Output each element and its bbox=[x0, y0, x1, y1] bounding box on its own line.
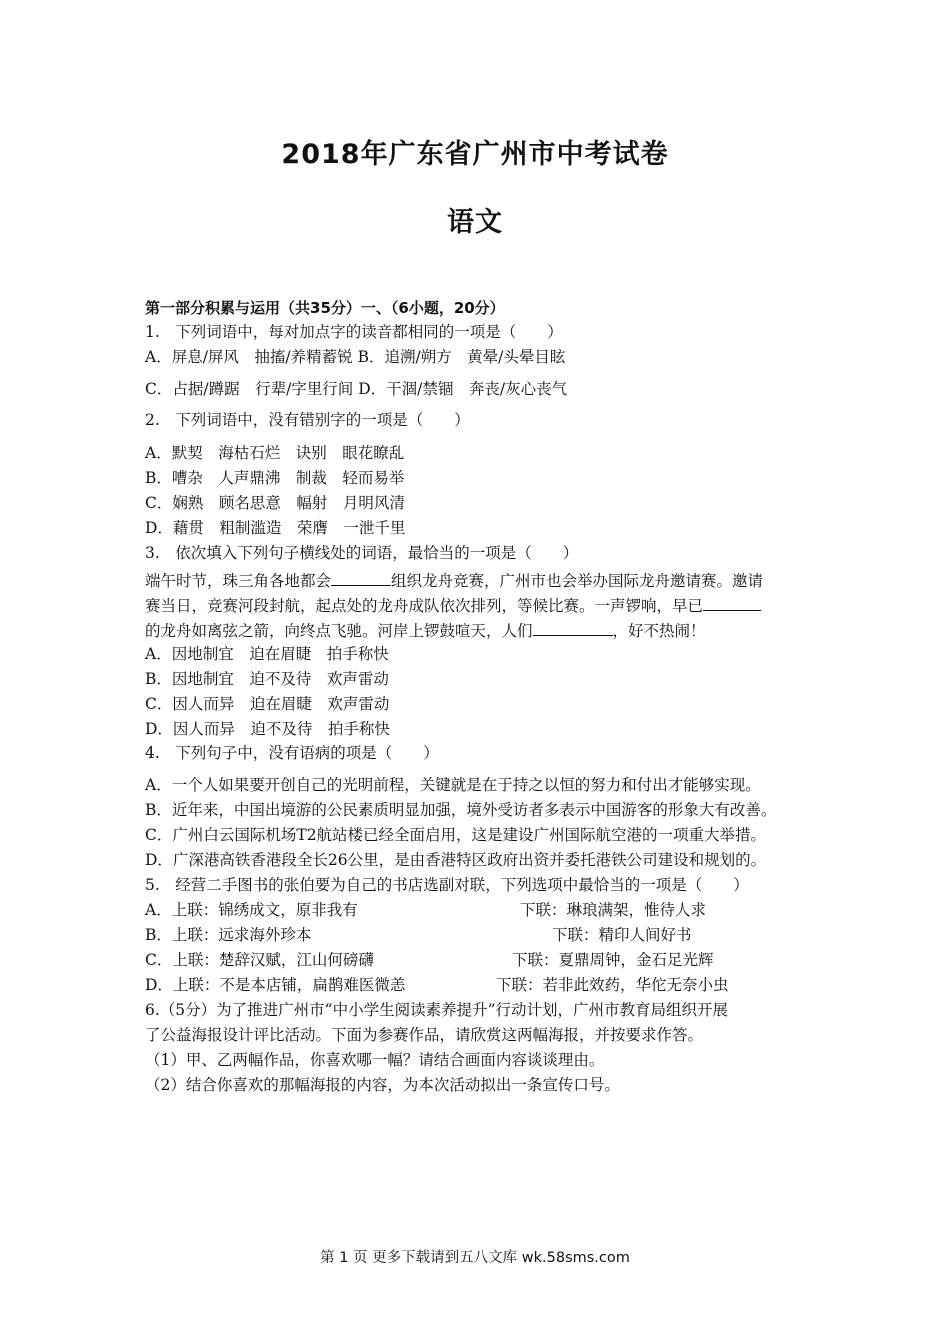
q4-option-c: C．广州白云国际机场T2航站楼已经全面启用，这是建设广州国际航空港的一项重大举措。 bbox=[145, 826, 767, 844]
q3-blank-2 bbox=[703, 594, 761, 611]
q3-passage-line-1 bbox=[145, 569, 763, 591]
q3-blank-3 bbox=[533, 619, 613, 636]
q3-stem: 3. 依次填入下列句子横线处的词语，最恰当的一项是（ ） bbox=[145, 544, 579, 562]
q1-stem-text: 1. 下列词语中，每对加点字的读音都相同的一项是（ ） bbox=[145, 323, 563, 341]
q2-option-a: A．默契 海枯石烂 诀别 眼花瞭乱 bbox=[145, 444, 405, 462]
section-heading: 第一部分积累与运用（共35分）一、（6小题，20分） bbox=[145, 299, 505, 317]
q1-options-ab: A．屏息/屏风 抽搐/养精蓄锐 B．追溯/朔方 黄晕/头晕目眩 bbox=[145, 348, 566, 366]
q2-option-c: C．娴熟 顾名思意 幅射 月明风清 bbox=[145, 494, 405, 512]
q4-option-d: D．广深港高铁香港段全长26公里，是由香港特区政府出资并委托港铁公司建设和规划的。 bbox=[145, 851, 767, 869]
q4-option-b: B．近年来，中国出境游的公民素质明显加强，境外受访者多表示中国游客的形象大有改善。 bbox=[145, 801, 777, 819]
q3-option-b: B．因地制宜 迫不及待 欢声雷动 bbox=[145, 670, 389, 688]
q3-passage-line-2 bbox=[145, 594, 761, 616]
q2-stem: 2. 下列词语中，没有错别字的一项是（ ） bbox=[145, 411, 470, 429]
q4-option-a: A．一个人如果要开创自己的光明前程，关键就是在于持之以恒的努力和付出才能够实现。 bbox=[145, 776, 761, 794]
q2-option-d: D．藉贯 粗制滥造 荣膺 一泄千里 bbox=[145, 519, 406, 537]
q3-option-d: D．因人而异 迫不及待 拍手称快 bbox=[145, 720, 390, 738]
q1-stem bbox=[145, 322, 563, 342]
q6-subquestion-2: （2）结合你喜欢的那幅海报的内容，为本次活动拟出一条宣传口号。 bbox=[145, 1076, 620, 1094]
q3-option-a: A．因地制宜 迫在眉睫 拍手称快 bbox=[145, 645, 389, 663]
q6-line-2: 了公益海报设计评比活动。下面为参赛作品，请欣赏这两幅海报，并按要求作答。 bbox=[145, 1026, 704, 1044]
q3-passage-part-3: 赛当日，竞赛河段封航，起点处的龙舟成队依次排列，等候比赛。一声锣响，早已 bbox=[145, 597, 704, 615]
q5-option-b-upper: B．上联：远求海外珍本 bbox=[145, 926, 312, 944]
q5-option-c-lower: 下联：夏鼎周钟，金石足光辉 bbox=[512, 951, 714, 969]
q6-subquestion-1: （1）甲、乙两幅作品，你喜欢哪一幅？请结合画面内容谈谈理由。 bbox=[145, 1051, 605, 1069]
q3-passage-part-4: 的龙舟如离弦之箭，向终点飞驰。河岸上锣鼓喧天，人们 bbox=[145, 622, 533, 640]
q5-stem: 5. 经营二手图书的张伯要为自己的书店选副对联，下列选项中最恰当的一项是（ ） bbox=[145, 876, 749, 894]
q3-passage-part-1: 端午时节，珠三角各地都会 bbox=[145, 572, 332, 590]
q3-blank-1 bbox=[331, 569, 391, 586]
subject-title: 语文 bbox=[447, 207, 503, 238]
page-footer: 第 1 页 更多下载请到五八文库 wk.58sms.com bbox=[320, 1250, 630, 1266]
exam-title: 2018年广东省广州市中考试卷 bbox=[281, 139, 669, 170]
q3-passage-line-3 bbox=[145, 619, 706, 641]
q5-option-d-upper: D．上联：不是本店铺，扁鹊难医微恙 bbox=[145, 976, 406, 994]
q3-passage-part-5: ，好不热闹！ bbox=[612, 622, 706, 640]
q5-option-d-lower: 下联：若非此效药，华佗无奈小虫 bbox=[496, 976, 729, 994]
q6-line-1: 6.（5分）为了推进广州市“中小学生阅读素养提升”行动计划，广州市教育局组织开展 bbox=[145, 1001, 729, 1019]
q3-passage-part-2: 组织龙舟竞赛，广州市也会举办国际龙舟邀请赛。邀请 bbox=[391, 572, 764, 590]
q5-option-c-upper: C．上联：楚辞汉赋，江山何磅礴 bbox=[145, 951, 374, 969]
q5-option-a-lower: 下联：琳琅满架，惟待人求 bbox=[520, 901, 707, 919]
q5-option-a-upper: A．上联：锦绣成文，原非我有 bbox=[145, 901, 358, 919]
q3-option-c: C．因人而异 迫在眉睫 欢声雷动 bbox=[145, 695, 390, 713]
q4-stem: 4. 下列句子中，没有语病的项是（ ） bbox=[145, 744, 439, 762]
q1-options-cd: C．占据/蹲踞 行辈/字里行间 D．干涸/禁锢 奔丧/灰心丧气 bbox=[145, 380, 568, 398]
q5-option-b-lower: 下联：精印人间好书 bbox=[552, 926, 692, 944]
q2-option-b: B．嘈杂 人声鼎沸 制裁 轻而易举 bbox=[145, 469, 405, 487]
